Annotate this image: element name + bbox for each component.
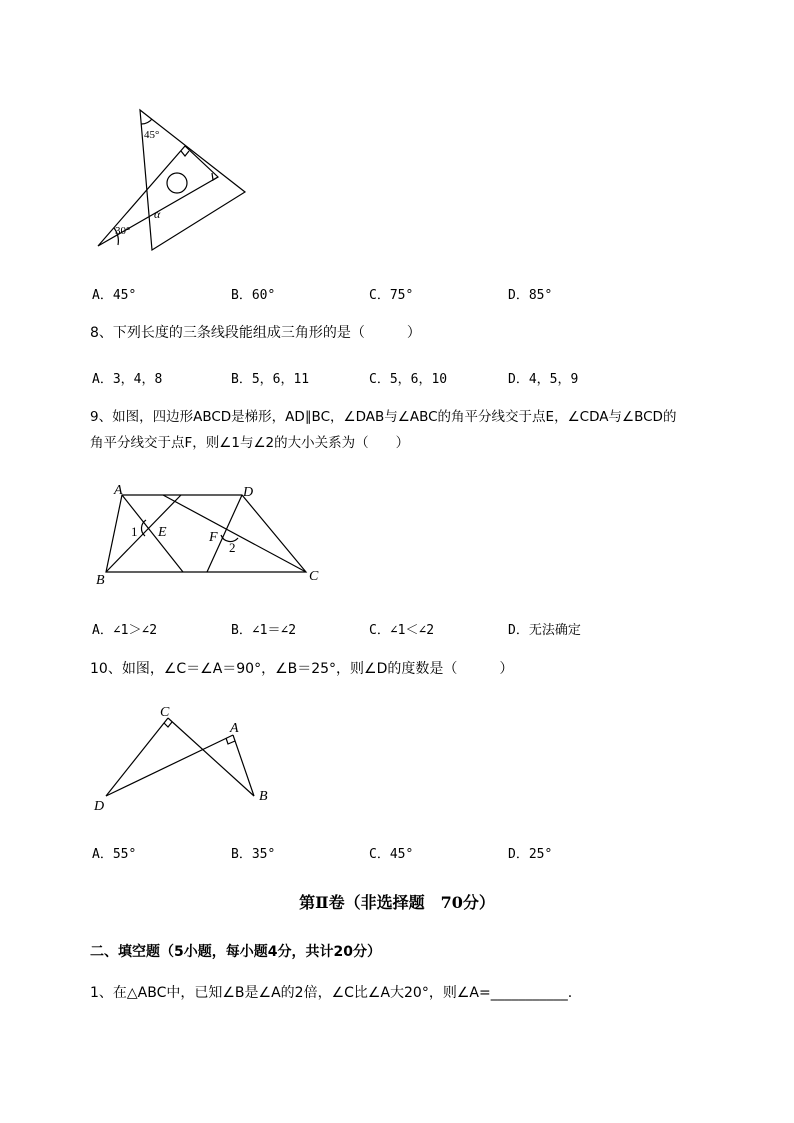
q9-label-a: A <box>114 483 123 498</box>
q9-label-f: F <box>209 530 218 545</box>
q8-option-c: C．5，6，10 <box>369 372 448 387</box>
fill-q1-text: 1、在△ABC中，已知∠B是∠A的2倍，∠C比∠A大20°，则∠A=___________. <box>90 985 573 1001</box>
q8-option-d: D．4，5，9 <box>508 372 579 387</box>
q7-option-d: D．85° <box>508 288 553 303</box>
q10-right-mark-c <box>164 722 172 727</box>
q7-label-45: 45° <box>144 129 160 141</box>
q10-label-b: B <box>259 789 268 804</box>
q9-option-d: D．无法确定 <box>508 623 581 638</box>
q7-option-c: C．75° <box>369 288 414 303</box>
q9-label-b: B <box>96 573 105 588</box>
q9-figure <box>90 478 330 588</box>
q9-label-2: 2 <box>229 540 236 555</box>
q10-figure <box>88 700 288 820</box>
q9-label-e: E <box>158 525 167 540</box>
q9-label-d: D <box>243 485 254 500</box>
part2-title: 第Ⅱ卷（非选择题 70分） <box>299 893 495 912</box>
q10-segment-da <box>106 735 233 796</box>
q7-label-30: 30° <box>115 225 131 237</box>
q7-right-mark-1 <box>181 151 189 156</box>
q10-right-mark-a <box>226 738 235 744</box>
q10-label-c: C <box>160 705 170 720</box>
q9-option-b: B．∠1＝∠2 <box>231 623 297 638</box>
q10-option-b: B．35° <box>231 847 276 862</box>
q10-option-a: A．55° <box>92 847 137 862</box>
q7-circle <box>167 173 187 193</box>
q9-text-line1: 9、如图，四边形ABCD是梯形，AD∥BC，∠DAB与∠ABC的角平分线交于点E，∠CDA与∠BCD的 <box>90 409 677 425</box>
q7-option-a: A．45° <box>92 288 137 303</box>
q9-bisector-c <box>163 495 306 572</box>
q8-option-a: A．3，4，8 <box>92 372 163 387</box>
q10-label-d: D <box>94 799 105 814</box>
q10-label-a: A <box>230 721 239 736</box>
q9-option-c: C．∠1＜∠2 <box>369 623 435 638</box>
q8-text: 8、下列长度的三条线段能组成三角形的是（ ） <box>90 325 421 341</box>
q9-label-c: C <box>309 569 319 584</box>
q10-segment-dc <box>106 718 168 796</box>
q10-text: 10、如图，∠C＝∠A＝90°，∠B＝25°，则∠D的度数是（ ） <box>90 661 514 677</box>
q7-label-alpha: α <box>154 207 161 221</box>
q7-figure <box>90 100 260 260</box>
q9-text-line2: 角平分线交于点F，则∠1与∠2的大小关系为（ ） <box>90 435 410 451</box>
q7-option-b: B．60° <box>231 288 276 303</box>
q8-option-b: B．5，6，11 <box>231 372 310 387</box>
q9-label-1: 1 <box>131 524 138 539</box>
q10-option-d: D．25° <box>508 847 553 862</box>
q9-option-a: A．∠1＞∠2 <box>92 623 158 638</box>
part2-section-heading: 二、填空题（5小题，每小题4分，共计20分） <box>90 944 381 960</box>
q10-option-c: C．45° <box>369 847 414 862</box>
q7-angle-45-arc <box>142 119 153 124</box>
